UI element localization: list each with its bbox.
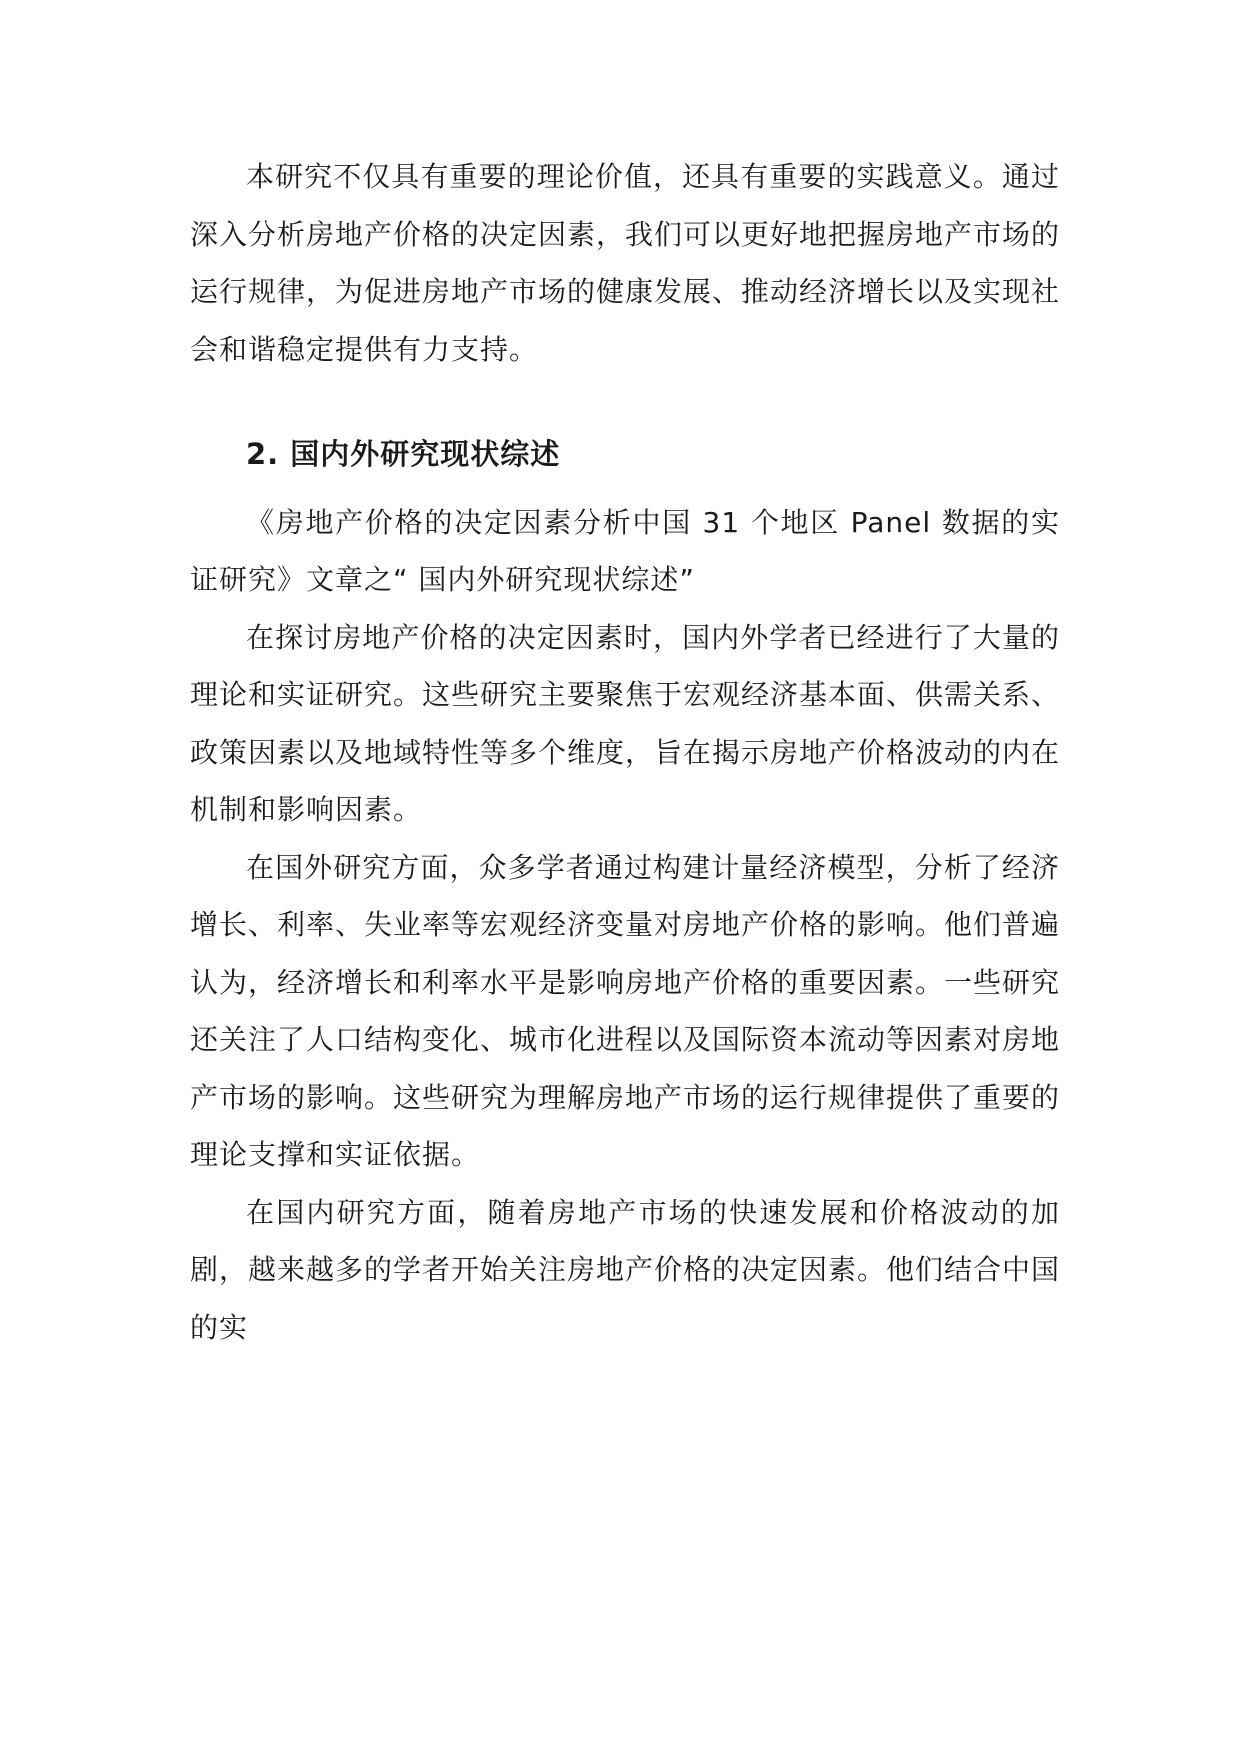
spacer bbox=[190, 484, 1060, 494]
paragraph-foreign-research: 在国外研究方面，众多学者通过构建计量经济模型，分析了经济增长、利率、失业率等宏观经济变量对房地产价格的影响。他们普遍认为，经济增长和利率水平是影响房地产价格的重要因素。一些研究还关注了人口结构变化、城市化进程以及国际资本流动等因素对房地产市场的影响。这些研究为理解房地产市场的运行规律提供了重要的理论支撑和实证依据。 bbox=[190, 850, 1061, 1171]
paragraph-article-reference: 《房地产价格的决定因素分析中国 31 个地区 Panel 数据的实证研究》文章之“ 国内外研究现状综述” bbox=[190, 505, 1060, 596]
section-heading: 2. 国内外研究现状综述 bbox=[246, 437, 561, 471]
spacer bbox=[190, 378, 1060, 426]
paragraph-significance: 本研究不仅具有重要的理论价值，还具有重要的实践意义。通过深入分析房地产价格的决定因素，我们可以更好地把握房地产市场的运行规律，为促进房地产市场的健康发展、推动经济增长以及实现社会和谐稳定提供有力支持。 bbox=[190, 160, 1061, 366]
page-content bbox=[190, 148, 1060, 1356]
paragraph-overview: 在探讨房地产价格的决定因素时，国内外学者已经进行了大量的理论和实证研究。这些研究主要聚焦于宏观经济基本面、供需关系、政策因素以及地域特性等多个维度，旨在揭示房地产价格波动的内在机制和影响因素。 bbox=[190, 620, 1061, 826]
paragraph-domestic-research: 在国内研究方面，随着房地产市场的快速发展和价格波动的加剧，越来越多的学者开始关注房地产价格的决定因素。他们结合中国的实 bbox=[190, 1195, 1061, 1344]
